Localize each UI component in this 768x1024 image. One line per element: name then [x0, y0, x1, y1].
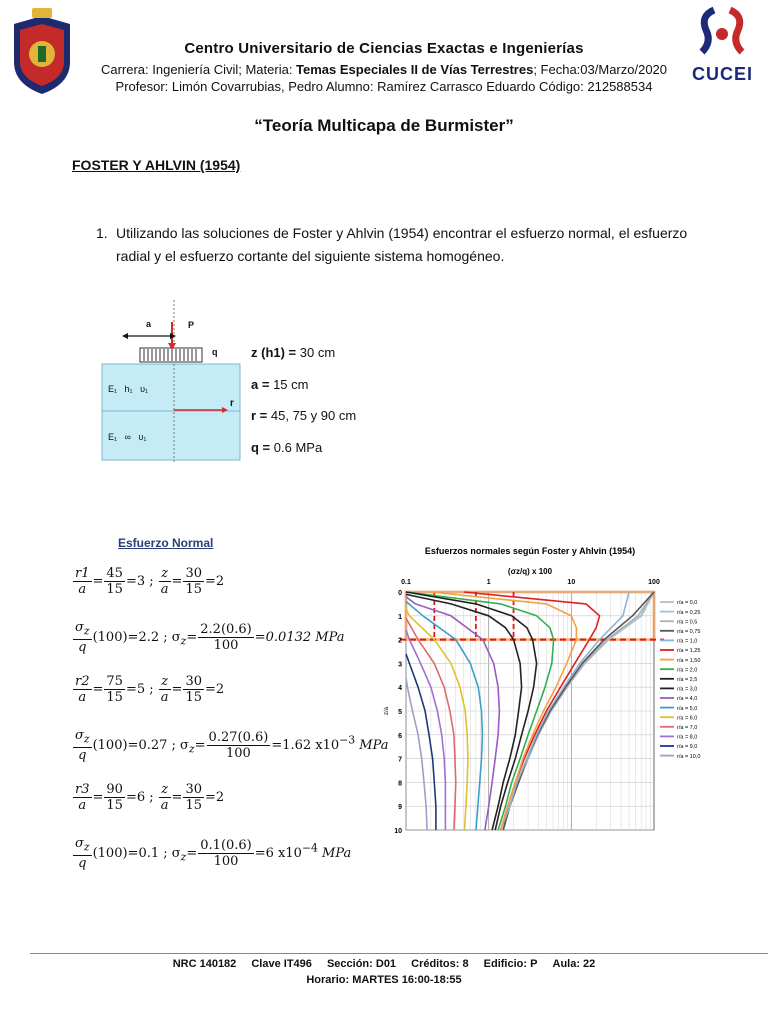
chart-legend-label: r/a = 2,5 [677, 677, 698, 683]
equation-ratio-2: $\frac{r2}{a}$ = $\frac{75}{15}$ =5 ; $\frac{z}{a}$ = $\frac{30}{15}$ =2 [75, 674, 225, 705]
footer-divider [30, 953, 768, 954]
chart-legend-label: r/a = 0,75 [677, 629, 701, 635]
chart-x-tick-label: 1 [486, 579, 491, 586]
equation-ratio-3: $\frac{r3}{a}$ = $\frac{90}{15}$ =6 ; $\frac{z}{a}$ = $\frac{30}{15}$ =2 [75, 782, 225, 813]
foster-ahlvin-chart [368, 540, 756, 840]
diagram-layer1-label: E₁ h₁ υ₁ [108, 384, 149, 394]
equation-stress-1: $\frac{\sigma_z}{q}$ (100)=2.2 ; $\sigma_z=$ $\frac{2.2(0.6)}{100}$ =0.0132 MPa [75, 620, 345, 655]
footer-seccion: Sección: D01 [326, 958, 397, 970]
chart-legend-label: r/a = 1,0 [677, 638, 698, 645]
diagram-layer2-label: E₁ ∞ υ₁ [108, 432, 147, 442]
header-course-date: ; Fecha:03/Marzo/2020 [533, 62, 668, 77]
chart-legend-label: r/a = 1,50 [677, 657, 701, 664]
header-course-prefix: Carrera: Ingeniería Civil; Materia: [100, 62, 297, 77]
chart-legend-label: r/a = 1,25 [677, 648, 701, 655]
chart-svg [368, 540, 756, 840]
chart-x-tick-label: 100 [648, 579, 660, 586]
chart-y-tick-label: 6 [398, 732, 402, 740]
chart-y-tick-label: 10 [394, 828, 402, 835]
chart-legend-label: r/a = 2,0 [677, 667, 698, 674]
equation-stress-2: $\frac{\sigma_z}{q}$ (100)=0.27 ; $\sigma_z=$ $\frac{0.27(0.6)}{100}$ =1.62 $x10^{-3}$ MPa [75, 728, 389, 763]
footer-info [0, 958, 768, 970]
footer-clave: Clave IT496 [251, 958, 312, 970]
chart-y-tick-label: 8 [398, 780, 402, 788]
footer-horario: Horario: MARTES 16:00-18:55 [306, 974, 462, 986]
chart-legend-label: r/a = 0,5 [677, 619, 698, 626]
diagram-label-r: r [230, 398, 234, 409]
footer-creditos: Créditos: 8 [411, 958, 469, 970]
chart-y-tick-label: 4 [398, 685, 402, 693]
diagram-label-a: a [146, 319, 152, 329]
chart-title: Esfuerzos normales según Foster y Ahlvin (1954) [424, 546, 636, 556]
chart-y-tick-label: 9 [398, 804, 402, 812]
equation-ratio-1: $\frac{r1}{a}$ = $\frac{45}{15}$ =3 ; $\frac{z}{a}$ = $\frac{30}{15}$ =2 [75, 566, 225, 597]
param-r: r = 45, 75 y 90 cm [251, 408, 357, 423]
exercise-number: 1. [96, 225, 108, 241]
chart-xlabel: (σz/q) x 100 [507, 567, 553, 576]
chart-y-tick-label: 2 [398, 637, 402, 645]
chart-y-tick-label: 7 [398, 756, 402, 764]
chart-x-tick-label: 0.1 [401, 579, 411, 586]
chart-legend-label: r/a = 3,0 [677, 686, 698, 693]
esfuerzo-normal-title: Esfuerzo Normal [118, 536, 214, 550]
param-q: q = 0.6 MPa [251, 440, 323, 455]
footer-aula: Aula: 22 [552, 958, 596, 970]
chart-legend-label: r/a = 9,0 [677, 744, 698, 751]
header-title: Centro Universitario de Ciencias Exactas e Ingenierías [184, 40, 584, 57]
exercise-text: Utilizando las soluciones de Foster y Ahlvin (1954) encontrar el esfuerzo normal, el esfuerzo radial y el esfuerzo cortante del siguiente sistema homogéneo. [116, 225, 688, 264]
chart-legend-label: r/a = 4,0 [677, 696, 698, 703]
header-professor-line: Profesor: Limón Covarrubias, Pedro Alumno: Ramírez Carrasco Eduardo Código: 212588534 [115, 79, 653, 94]
chart-legend-label: r/a = 0,0 [677, 600, 698, 607]
section-heading: FOSTER Y AHLVIN (1954) [72, 157, 241, 173]
chart-legend-label: r/a = 10,0 [677, 753, 701, 760]
footer-edificio: Edificio: P [483, 958, 538, 970]
chart-legend-label: r/a = 6,0 [677, 715, 698, 722]
param-a: a = 15 cm [251, 377, 309, 392]
chart-ylabel: z/a [384, 706, 390, 716]
diagram-label-q: q [212, 347, 218, 357]
document-title: “Teoría Multicapa de Burmister” [254, 116, 514, 135]
layer-diagram [100, 300, 242, 462]
logo-cucei-text: CUCEI [692, 64, 754, 84]
header-course-name: Temas Especiales II de Vías Terrestres [296, 62, 534, 77]
footer-nrc: NRC 140182 [172, 958, 237, 970]
chart-y-tick-label: 0 [398, 590, 402, 597]
header-course-line [0, 62, 768, 77]
chart-legend-label: r/a = 0,25 [677, 609, 701, 616]
chart-legend-label: r/a = 8,0 [677, 734, 698, 741]
chart-x-tick-label: 10 [567, 579, 576, 586]
exercise-item [96, 222, 696, 268]
param-z: z (h1) = 30 cm [251, 345, 336, 360]
chart-y-tick-label: 1 [398, 613, 402, 621]
chart-y-tick-label: 5 [398, 709, 402, 716]
chart-legend-label: r/a = 5,0 [677, 705, 698, 712]
diagram-label-p: P [188, 320, 195, 330]
equation-stress-3: $\frac{\sigma_z}{q}$ (100)=0.1 ; $\sigma_z=$ $\frac{0.1(0.6)}{100}$ =6 $x10^{-4}$ MPa [75, 836, 352, 871]
chart-legend-label: r/a = 7,0 [677, 725, 698, 731]
chart-y-tick-label: 3 [398, 661, 402, 669]
